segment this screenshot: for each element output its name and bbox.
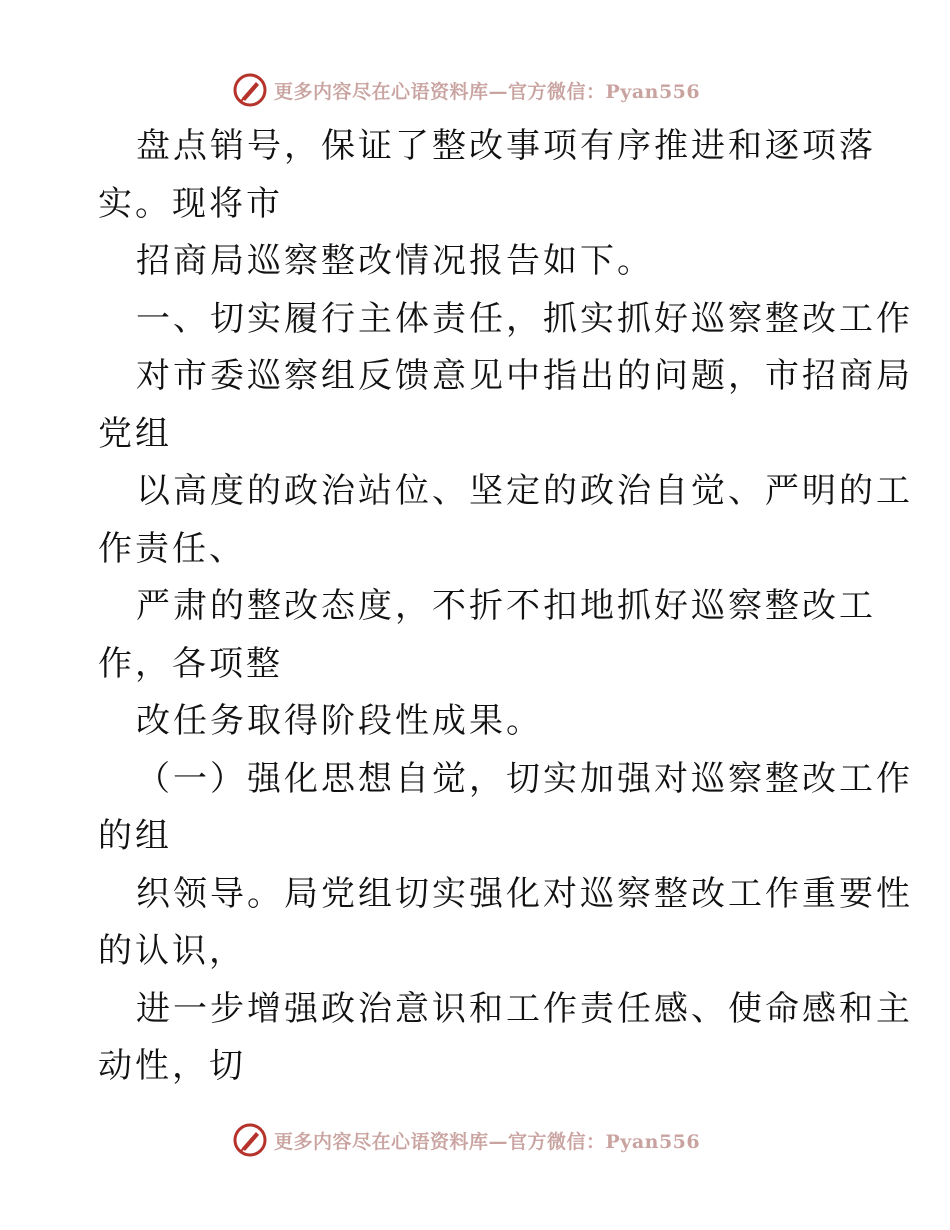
footer-watermark (232, 1120, 700, 1160)
text-line: 作责任、 (98, 528, 246, 569)
text-line: 以高度的政治站位、坚定的政治自觉、严明的工 (136, 471, 913, 511)
text-line: 盘点销号，保证了整改事项有序推进和逐项落 (136, 126, 876, 166)
text-line: 织领导。局党组切实强化对巡察整改工作重要性 (136, 873, 913, 914)
text-line: 党组 (98, 413, 172, 454)
text-line: 一、切实履行主体责任，抓实抓好巡察整改工作 (136, 298, 913, 339)
text-line: 的认识， (98, 931, 246, 971)
text-line: 改任务取得阶段性成果。 (136, 701, 543, 741)
document-body (98, 118, 913, 1096)
text-line: 的组 (98, 816, 172, 856)
quill-logo-icon (232, 72, 268, 108)
quill-logo-icon (232, 1122, 268, 1158)
text-line: 严肃的整改态度，不折不扣地抓好巡察整改工 (136, 586, 876, 626)
text-line: 进一步增强政治意识和工作责任感、使命感和主 (136, 988, 913, 1029)
footer-watermark-text: 更多内容尽在心语资料库—官方微信：Pyan556 (274, 1130, 701, 1153)
header-watermark-text: 更多内容尽在心语资料库—官方微信：Pyan556 (274, 80, 701, 103)
header-watermark (232, 70, 700, 110)
text-line: 实。现将市 (98, 183, 283, 224)
text-line: 招商局巡察整改情况报告如下。 (136, 241, 654, 281)
text-line: 作，各项整 (98, 643, 283, 684)
text-line: （一）强化思想自觉，切实加强对巡察整改工作 (136, 758, 913, 799)
text-line: 对市委巡察组反馈意见中指出的问题，市招商局 (136, 356, 913, 396)
text-line: 动性，切 (98, 1046, 246, 1086)
